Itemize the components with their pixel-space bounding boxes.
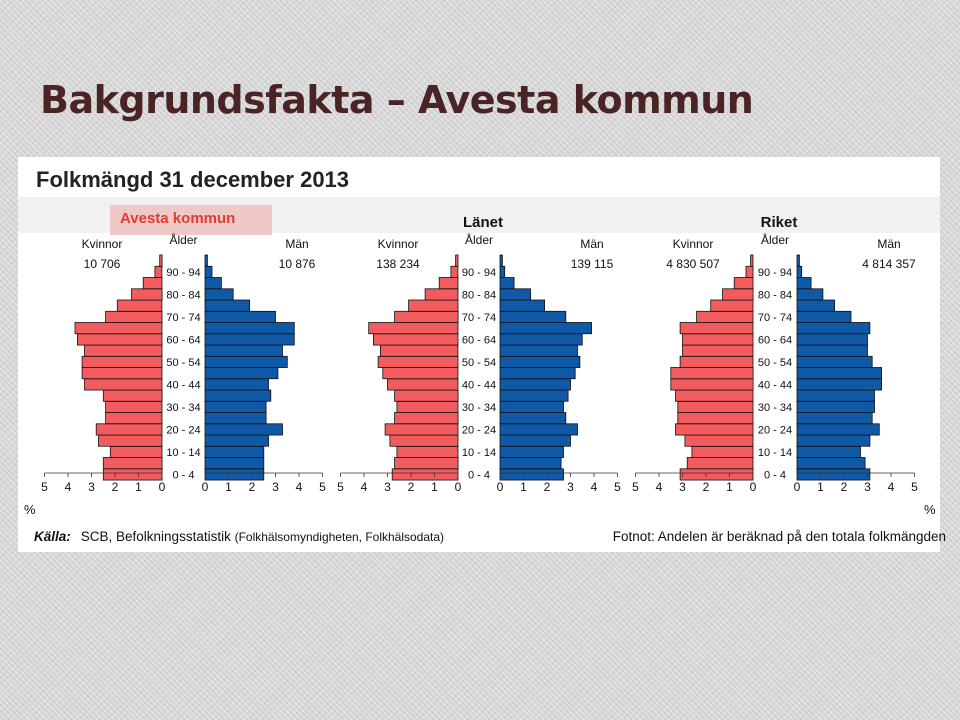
x-tick-label-left-2-2: 3 [679,480,686,494]
bar-men-2-7 [797,390,875,401]
x-tick-label-left-2-5: 0 [749,480,757,494]
population-pyramids [18,157,940,552]
slide-title: Bakgrundsfakta – Avesta kommun [40,78,754,122]
women-total-0: 10 706 [83,257,121,271]
source-text: SCB, Befolkningsstatistik [80,529,231,544]
source-label: Källa: [34,529,71,544]
x-tick-label-left-2-1: 4 [655,480,663,494]
age-label-1-8: 80 - 84 [461,289,497,302]
x-tick-label-right-1-1: 1 [520,480,527,494]
age-label-2-0: 0 - 4 [763,469,787,482]
age-label-1-0: 0 - 4 [467,469,491,482]
x-tick-label-left-1-0: 5 [337,480,344,494]
bar-women-1-16 [425,289,458,300]
bar-men-1-19 [500,255,502,266]
bar-women-0-1 [103,458,162,469]
age-label-0-9: 90 - 94 [166,266,201,279]
age-label-1-2: 20 - 24 [461,424,497,437]
bar-men-2-9 [797,368,882,379]
bar-women-0-2 [110,446,162,457]
bar-men-1-0 [500,469,564,480]
bar-men-0-11 [205,345,283,356]
bar-women-1-3 [390,435,458,446]
bar-women-1-19 [456,255,458,266]
x-tick-label-right-1-4: 4 [590,480,598,494]
x-tick-label-right-0-4: 4 [295,480,303,494]
men-total-0: 10 876 [278,257,316,271]
x-tick-label-right-0-0: 0 [201,480,209,494]
bar-women-1-5 [395,413,459,424]
bar-women-1-14 [395,311,459,322]
bar-men-2-17 [797,278,811,289]
bar-men-1-7 [500,390,568,401]
age-label-2-3: 30 - 34 [757,401,793,414]
x-tick-label-left-0-2: 3 [88,480,95,494]
age-label-1-1: 10 - 14 [461,446,497,459]
men-total-2: 4 814 357 [862,257,916,271]
x-tick-label-left-0-0: 5 [41,480,48,494]
bar-women-0-0 [103,469,162,480]
bar-women-1-7 [395,390,459,401]
men-label-1: Män [580,237,604,251]
bar-men-1-9 [500,368,575,379]
age-axis-title-2: Ålder [760,233,790,247]
bar-women-2-9 [671,368,753,379]
bar-men-0-16 [205,289,233,300]
bar-women-2-15 [711,300,753,311]
bar-women-0-12 [77,334,162,345]
bar-men-1-13 [500,323,592,334]
bar-men-2-8 [797,379,882,390]
bar-men-2-3 [797,435,870,446]
bar-women-0-10 [82,356,162,367]
x-tick-label-left-0-1: 4 [64,480,72,494]
bar-men-2-11 [797,345,868,356]
age-label-0-2: 20 - 24 [166,424,201,437]
bar-men-1-3 [500,435,571,446]
bar-women-1-15 [409,300,458,311]
bar-women-2-2 [692,446,753,457]
x-tick-label-left-1-4: 1 [431,480,438,494]
bar-men-1-6 [500,401,564,412]
bar-men-1-2 [500,446,564,457]
bar-women-1-17 [439,278,458,289]
age-label-0-1: 10 - 14 [166,446,201,459]
bar-women-2-12 [683,334,754,345]
bar-men-0-8 [205,379,269,390]
bar-men-2-12 [797,334,868,345]
bar-men-0-18 [205,266,212,277]
bar-men-0-3 [205,435,269,446]
bar-men-1-18 [500,266,505,277]
bar-women-2-8 [671,379,753,390]
bar-women-1-8 [388,379,459,390]
women-total-1: 138 234 [376,257,420,271]
x-tick-label-right-1-5: 5 [614,480,621,494]
bar-men-2-16 [797,289,823,300]
age-label-1-4: 40 - 44 [461,379,497,392]
bar-women-0-18 [155,266,162,277]
bar-men-2-13 [797,323,870,334]
bar-men-0-1 [205,458,264,469]
bar-men-0-0 [205,469,264,480]
bar-men-2-6 [797,401,875,412]
age-label-1-5: 50 - 54 [461,356,497,369]
women-label-0: Kvinnor [81,237,123,251]
bar-women-2-18 [746,266,753,277]
x-tick-label-right-2-5: 5 [911,480,918,494]
bar-men-0-10 [205,356,287,367]
age-label-0-5: 50 - 54 [166,356,201,369]
x-tick-label-right-2-2: 2 [840,480,848,494]
bar-women-1-2 [397,446,458,457]
bar-men-0-6 [205,401,266,412]
women-total-2: 4 830 507 [666,257,720,271]
bar-men-2-0 [797,469,870,480]
bar-women-2-17 [734,278,753,289]
x-tick-label-left-1-2: 3 [384,480,391,494]
age-label-0-3: 30 - 34 [166,401,201,414]
age-label-2-8: 80 - 84 [757,289,793,302]
bar-men-0-19 [205,255,207,266]
bar-men-0-7 [205,390,271,401]
bar-women-2-7 [676,390,754,401]
age-label-0-0: 0 - 4 [172,469,195,482]
x-tick-label-right-1-2: 2 [543,480,551,494]
bar-men-2-10 [797,356,872,367]
bar-men-2-14 [797,311,851,322]
bar-women-0-5 [106,413,162,424]
bar-men-1-16 [500,289,531,300]
bar-men-0-14 [205,311,276,322]
age-label-1-6: 60 - 64 [461,334,497,347]
bar-women-2-11 [683,345,754,356]
men-label-2: Män [877,237,901,251]
bar-women-2-19 [751,255,753,266]
age-label-2-1: 10 - 14 [757,446,793,459]
men-label-0: Män [285,237,309,251]
figure-heading: Folkmängd 31 december 2013 [36,167,350,192]
bar-women-2-1 [687,458,753,469]
bar-men-2-18 [797,266,802,277]
x-tick-label-left-1-3: 2 [407,480,415,494]
percent-symbol-left: % [24,502,36,517]
bar-men-2-15 [797,300,835,311]
bar-men-0-4 [205,424,283,435]
x-tick-label-left-0-4: 1 [135,480,142,494]
age-axis-title-0: Ålder [169,233,198,247]
bar-women-2-13 [680,323,753,334]
bar-women-0-9 [82,368,162,379]
bar-men-1-10 [500,356,580,367]
x-tick-label-right-1-3: 3 [567,480,574,494]
source-paren: (Folkhälsomyndigheten, Folkhälsodata) [234,530,445,544]
bar-men-1-1 [500,458,561,469]
bar-women-0-16 [132,289,163,300]
bar-women-2-3 [685,435,753,446]
bar-men-2-4 [797,424,879,435]
bar-women-0-4 [96,424,162,435]
bar-women-2-4 [676,424,754,435]
x-tick-label-right-1-0: 0 [496,480,504,494]
x-tick-label-left-1-5: 0 [454,480,462,494]
x-tick-label-left-1-1: 4 [360,480,368,494]
bar-men-2-1 [797,458,865,469]
bar-women-1-12 [373,334,458,345]
bar-men-0-12 [205,334,294,345]
bar-women-2-10 [680,356,753,367]
x-tick-label-right-0-3: 3 [272,480,279,494]
bar-women-2-16 [723,289,754,300]
bar-women-0-17 [143,278,162,289]
bar-men-1-5 [500,413,566,424]
bar-women-0-15 [117,300,162,311]
bar-men-1-11 [500,345,578,356]
bar-men-1-14 [500,311,566,322]
bar-men-0-13 [205,323,294,334]
footnote: Fotnot: Andelen är beräknad på den totala folkmängden [612,529,946,544]
x-tick-label-right-0-1: 1 [225,480,232,494]
age-label-1-9: 90 - 94 [461,266,497,279]
bar-women-0-13 [75,323,162,334]
age-label-2-7: 70 - 74 [757,311,793,324]
chart-title-1: Länet [462,214,504,231]
age-label-0-4: 40 - 44 [166,379,201,392]
age-label-0-7: 70 - 74 [166,311,201,324]
bar-women-0-6 [106,401,162,412]
bar-men-1-8 [500,379,571,390]
percent-symbol-right: % [924,502,936,517]
bar-women-0-11 [85,345,163,356]
bar-women-0-7 [103,390,162,401]
age-axis-title-1: Ålder [464,233,494,247]
bar-men-0-15 [205,300,250,311]
bar-men-2-19 [797,255,799,266]
bar-women-1-18 [451,266,458,277]
age-label-2-2: 20 - 24 [757,424,793,437]
age-label-1-7: 70 - 74 [461,311,497,324]
age-label-2-5: 50 - 54 [757,356,793,369]
women-label-1: Kvinnor [377,237,419,251]
bar-women-1-11 [380,345,458,356]
women-label-2: Kvinnor [672,237,714,251]
bar-women-1-4 [385,424,458,435]
bar-women-1-13 [369,323,458,334]
x-tick-label-left-0-3: 2 [111,480,119,494]
figure-panel [18,157,946,552]
bar-women-2-5 [678,413,753,424]
bar-women-1-0 [392,469,458,480]
bar-men-2-5 [797,413,872,424]
bar-men-0-5 [205,413,266,424]
age-label-2-6: 60 - 64 [757,334,793,347]
bar-women-1-6 [397,401,458,412]
bar-men-1-4 [500,424,578,435]
bar-men-0-2 [205,446,264,457]
x-tick-label-left-0-5: 0 [158,480,166,494]
men-total-1: 139 115 [570,257,614,271]
age-label-0-8: 80 - 84 [166,289,201,302]
x-tick-label-right-2-0: 0 [793,480,801,494]
bar-men-0-9 [205,368,278,379]
x-tick-label-right-2-1: 1 [817,480,824,494]
age-label-2-9: 90 - 94 [757,266,793,279]
x-tick-label-right-2-4: 4 [887,480,895,494]
bar-women-0-8 [85,379,163,390]
highlight-label: Avesta kommun [120,210,236,227]
bar-men-0-17 [205,278,221,289]
bar-men-1-17 [500,278,514,289]
bar-women-2-14 [697,311,753,322]
age-label-0-6: 60 - 64 [166,334,201,347]
bar-women-2-0 [680,469,753,480]
bar-women-1-10 [378,356,458,367]
x-tick-label-left-2-3: 2 [702,480,710,494]
x-tick-label-right-0-5: 5 [319,480,326,494]
age-label-2-4: 40 - 44 [757,379,793,392]
x-tick-label-left-2-4: 1 [726,480,733,494]
bar-men-1-12 [500,334,582,345]
bar-men-1-15 [500,300,545,311]
x-tick-label-right-2-3: 3 [864,480,871,494]
x-tick-label-left-2-0: 5 [632,480,639,494]
chart-title-2: Riket [760,214,798,231]
bar-women-2-6 [678,401,753,412]
bar-women-0-3 [99,435,163,446]
bar-men-2-2 [797,446,861,457]
bar-women-1-1 [395,458,459,469]
source-line [34,529,444,544]
age-label-1-3: 30 - 34 [461,401,497,414]
x-tick-label-right-0-2: 2 [248,480,256,494]
bar-women-0-19 [160,255,162,266]
bar-women-0-14 [106,311,162,322]
bar-women-1-9 [383,368,458,379]
